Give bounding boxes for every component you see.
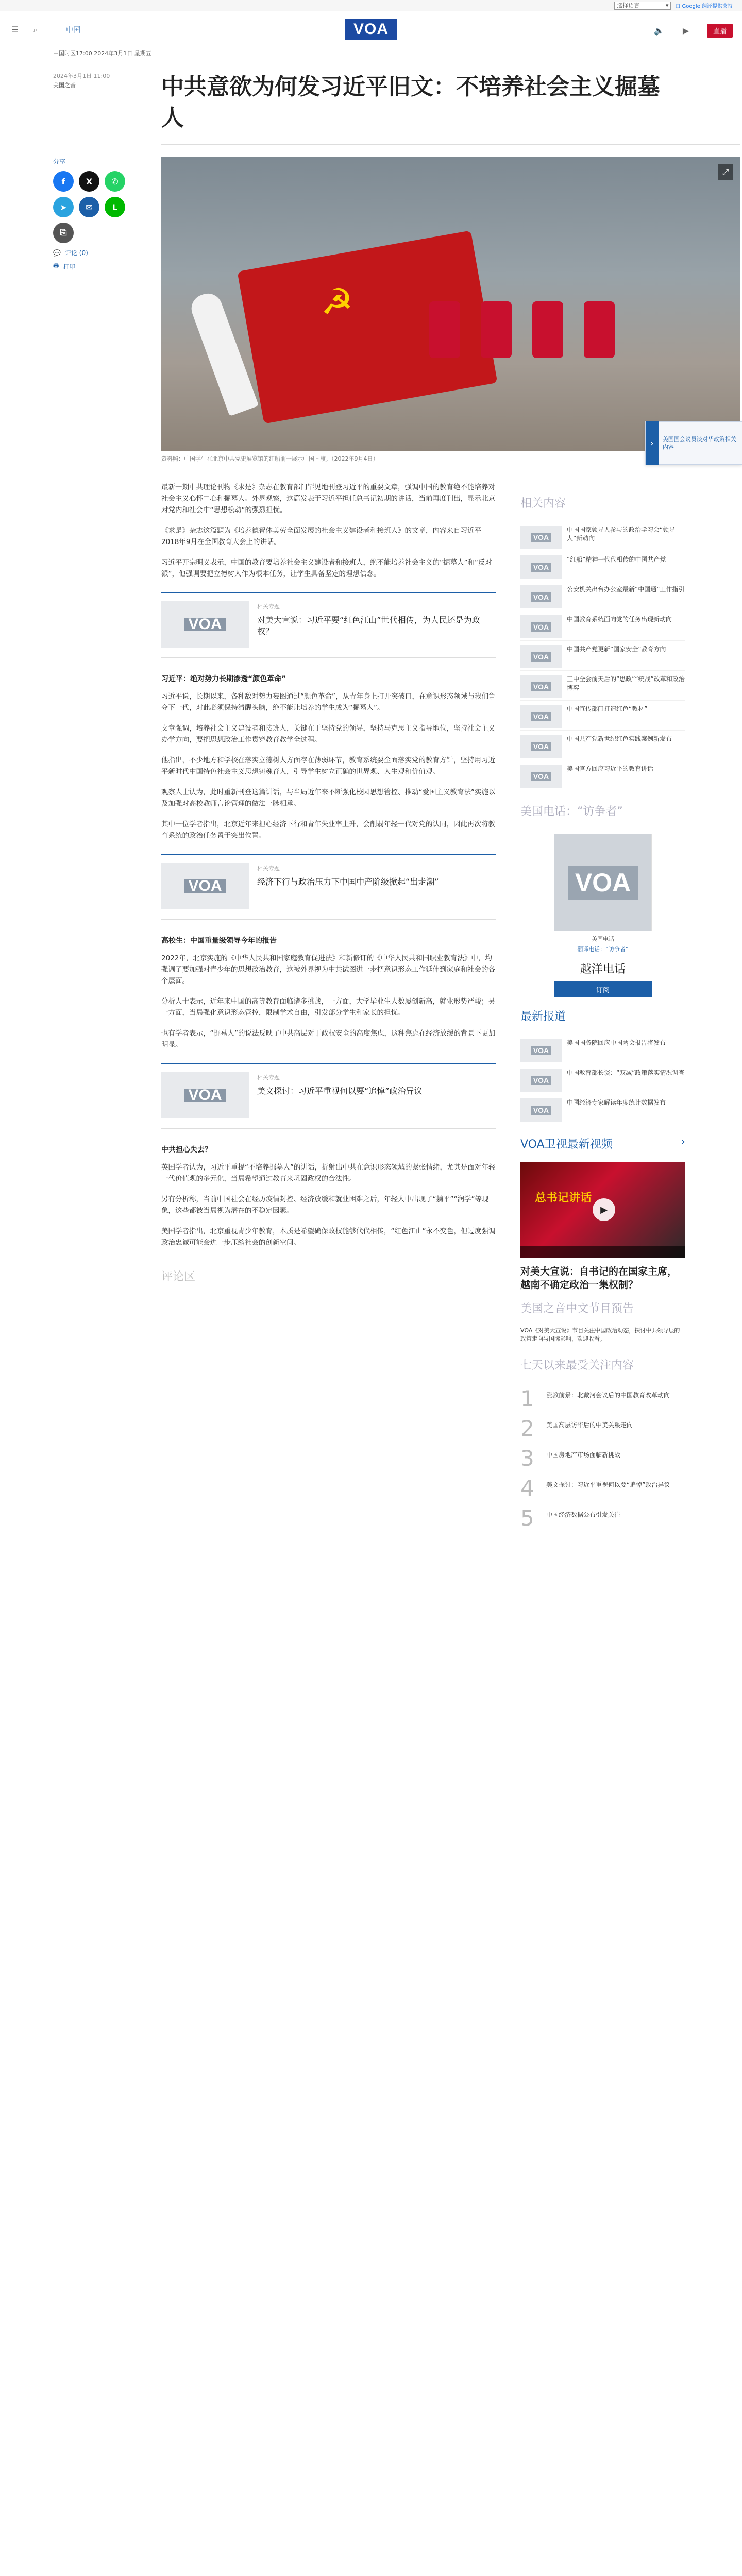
hotline-name: 越洋电话	[580, 963, 626, 976]
video-controls[interactable]	[520, 1246, 685, 1258]
rank-number: 2	[520, 1416, 534, 1441]
article-body	[161, 482, 496, 1283]
video-title[interactable]: 对美大宣说：自书记的在国家主席，越南不确定政治一集权制？	[520, 1266, 678, 1291]
hotline-thumbnail[interactable]	[554, 834, 652, 931]
voa-logo-icon: VOA	[531, 712, 551, 721]
voa-logo-icon: VOA	[531, 1046, 551, 1055]
chevron-down-icon: ▾	[665, 2, 669, 9]
sidebar-related-item[interactable]	[520, 521, 685, 551]
paragraph: 习近平说，长期以来，各种敌对势力妄图通过“颜色革命”，从青年身上打开突破口，在意识形态领域与我们争夺下一代，对此必须保持清醒头脑，绝不能让培养的学生成为“掘墓人”。	[161, 692, 496, 712]
sidebar-related-title: 中国宣传部门打造红色“教材”	[567, 705, 648, 713]
sidebar-related-title: “红船”精神一代代相传的中国共产党	[567, 556, 666, 563]
top-title: 美国高层访华后的中美关系走向	[546, 1421, 633, 1429]
rank-number: 5	[520, 1505, 534, 1531]
top-item[interactable]	[520, 1383, 685, 1413]
top-item[interactable]	[520, 1413, 685, 1443]
latest-item[interactable]	[520, 1094, 685, 1124]
subscribe-button[interactable]: 订阅	[554, 981, 652, 997]
hotline-sub[interactable]: 翻译电话：“访争者”	[577, 946, 629, 953]
sidebar-related-title: 中国共产党新世纪红色实践案例新发布	[567, 735, 672, 742]
voa-logo-icon: VOA	[184, 1089, 226, 1102]
paragraph: 最新一期中共理论刊物《求是》杂志在教育部门罕见地刊登习近平的重要文章，强调中国的教育绝不能培养对社会主义心怀二心和掘墓人。外界观察，这篇发表于习近平担任总书记初期的讲话，当前再度刊出，显示北京对党内和社会中“思想松动”的强烈担忧。	[161, 483, 495, 514]
voa-logo-icon: VOA	[531, 592, 551, 602]
related-title[interactable]: 对美大宣说：习近平要“红色江山”世代相传，为人民还是为政权？	[257, 615, 480, 636]
voa-logo-icon: VOA	[531, 533, 551, 542]
paragraph: 也有学者表示，“掘墓人”的说法反映了中共高层对于政权安全的高度焦虑，这种焦虑在经济放缓的背景下更加明显。	[161, 1029, 496, 1049]
meta-top: 中国时区17:00 2024年3月1日 星期五	[53, 50, 151, 57]
thumbnail	[520, 705, 562, 728]
related-label: 相关专题	[257, 865, 280, 872]
voa-logo-icon: VOA	[531, 622, 551, 632]
expand-icon[interactable]: ⤢	[718, 164, 733, 180]
language-select-label: 选择语言	[617, 2, 640, 9]
sidebar-related-item[interactable]	[520, 551, 685, 581]
thumbnail	[520, 1069, 562, 1092]
chevron-right-icon: ›	[681, 1136, 685, 1148]
video-icon[interactable]: ▶	[682, 26, 689, 36]
thumbnail	[520, 1098, 562, 1122]
thumbnail	[520, 555, 562, 579]
facebook-icon[interactable]: f	[53, 171, 74, 192]
line-icon[interactable]: L	[105, 197, 125, 217]
paragraph: 分析人士表示，近年来中国的高等教育面临诸多挑战，一方面，大学毕业生人数屡创新高，就业形势严峻；另一方面，当局强化意识形态管控，限制学术自由，引发部分学生和家长的担忧。	[161, 997, 495, 1017]
sidebar-related-item[interactable]	[520, 701, 685, 731]
sidebar-related-title: 美国官方回应习近平的教育讲话	[567, 765, 654, 772]
sidebar-related-item[interactable]	[520, 731, 685, 760]
sidebar-related-item[interactable]	[520, 581, 685, 611]
related-article-card[interactable]	[161, 592, 496, 658]
opinion-description: VOA《对美大宣说》节目关注中国政治动态，探讨中共领导层的政策走向与国际影响，欢迎收看。	[520, 1327, 680, 1342]
thumbnail	[520, 645, 562, 668]
paragraph: 另有分析称，当前中国社会在经历疫情封控、经济放缓和就业困难之后，年轻人中出现了“躺平”“润学”等现象，这些都被当局视为潜在的不稳定因素。	[161, 1195, 489, 1215]
opinion-heading: 美国之音中文节目预告	[520, 1300, 685, 1320]
article-date: 2024年3月1日 11:00	[53, 73, 110, 79]
section-heading: 高校生：中国重量级领导今年的报告	[161, 937, 277, 945]
voa-logo-icon: VOA	[531, 1076, 551, 1085]
voa-logo-icon: VOA	[184, 879, 226, 893]
region-link[interactable]: 中国	[66, 26, 80, 35]
sidebar-related-item[interactable]	[520, 611, 685, 641]
paragraph: 观察人士认为，此时重新刊登这篇讲话，与当局近年来不断强化校园思想管控、推动“爱国主义教育法”实施以及加强对高校教师言论管理的做法一脉相承。	[161, 788, 496, 808]
latest-title: 美国国务院回应中国两会报告将发布	[567, 1039, 666, 1046]
related-label: 相关专题	[257, 1074, 280, 1081]
related-title[interactable]: 经济下行与政治压力下中国中产阶级掀起“出走潮”	[257, 877, 439, 887]
paragraph: 《求是》杂志这篇题为《培养德智体美劳全面发展的社会主义建设者和接班人》的文章，内容来自习近平2018年9月在全国教育大会上的讲话。	[161, 527, 481, 546]
comments-link[interactable]	[53, 248, 136, 257]
article-meta	[53, 72, 156, 90]
paragraph: 英国学者认为，习近平重提“不培养掘墓人”的讲话，折射出中共在意识形态领域的紧张情绪，尤其是面对年轻一代价值观的多元化，当局希望通过教育来巩固政权的合法性。	[161, 1163, 496, 1183]
thumbnail	[520, 526, 562, 549]
related-heading: 相关内容	[520, 495, 685, 515]
sidebar-related-title: 中国国家领导人参与的政治学习会“领导人”新动向	[567, 526, 676, 542]
menu-icon[interactable]: ☰	[11, 25, 19, 35]
student-figure	[584, 301, 615, 358]
language-select[interactable]	[614, 2, 671, 10]
related-article-card[interactable]	[161, 1063, 496, 1129]
latest-title: 中国教育部长谈：“双减”政策落实情况调查	[567, 1069, 685, 1076]
voa-logo-icon: VOA	[568, 866, 638, 900]
latest-item[interactable]	[520, 1035, 685, 1064]
search-icon[interactable]: ⌕	[33, 24, 38, 35]
student-figure	[429, 301, 460, 358]
top-item[interactable]	[520, 1443, 685, 1473]
live-button[interactable]: 直播	[707, 24, 733, 38]
rank-number: 1	[520, 1386, 534, 1411]
floating-promo[interactable]	[645, 421, 742, 465]
voa-logo-icon: VOA	[531, 563, 551, 572]
voa-logo-icon: VOA	[531, 1106, 551, 1115]
title-divider	[161, 144, 740, 145]
paragraph: 他指出，不少地方和学校在落实立德树人方面存在薄弱环节，教育系统要全面落实党的教育方针，坚持用习近平新时代中国特色社会主义思想铸魂育人，引导学生树立正确的世界观、人生观和价值观。	[161, 756, 495, 776]
thumbnail	[520, 675, 562, 698]
comment-icon: 💬	[53, 249, 61, 257]
comments-section[interactable]: 评论区	[161, 1264, 496, 1283]
sidebar-related-item[interactable]	[520, 760, 685, 790]
thumbnail	[520, 585, 562, 608]
share-panel	[53, 157, 136, 272]
latest-heading: 最新报道	[520, 1008, 685, 1028]
translate-bar	[0, 0, 742, 11]
play-icon[interactable]: ▶	[593, 1198, 615, 1221]
share-label: 分享	[53, 158, 66, 165]
related-thumbnail	[161, 1072, 249, 1118]
whatsapp-icon[interactable]: ✆	[105, 171, 125, 192]
sidebar-related-title: 公安机关出台办公室最新“中国通”工作指引	[567, 586, 685, 593]
chevron-right-icon[interactable]: ›	[646, 421, 659, 465]
top-title: 涨教前景：北戴河会议后的中国教育改革动向	[546, 1392, 670, 1399]
site-header	[0, 11, 742, 48]
paragraph: 习近平开宗明义表示，中国的教育要培养社会主义建设者和接班人，绝不能培养社会主义的“掘墓人”和“反对派”，他强调要把立德树人作为根本任务，让学生具备坚定的理想信念。	[161, 558, 492, 578]
top-item[interactable]	[520, 1473, 685, 1503]
print-link-label: 打印	[63, 263, 76, 270]
hotline-block	[520, 834, 685, 997]
paragraph: 2022年，北京实施的《中华人民共和国家庭教育促进法》和新修订的《中华人民共和国职业教育法》中，均强调了要加强对青少年的思想政治教育，这被外界视为中共试图进一步把意识形态工作延伸到家庭和社会的各个层面。	[161, 954, 495, 985]
voa-logo-icon: VOA	[531, 652, 551, 662]
sidebar	[520, 495, 685, 1533]
sidebar-related-item[interactable]	[520, 671, 685, 701]
voa-logo-icon: VOA	[531, 742, 551, 751]
print-link[interactable]	[53, 261, 136, 272]
video-heading[interactable]	[520, 1136, 685, 1156]
top-title: 中国房地产市场面临新挑战	[546, 1451, 621, 1459]
student-figure	[532, 301, 563, 358]
related-thumbnail	[161, 601, 249, 648]
print-icon: 🖶	[53, 262, 59, 269]
voa-logo-icon: VOA	[531, 772, 551, 781]
top-heading: 七天以来最受关注内容	[520, 1357, 685, 1377]
x-twitter-icon[interactable]: X	[79, 171, 99, 192]
sidebar-related-title: 中国教育系统面向党的任务出现新动向	[567, 616, 672, 623]
related-article-card[interactable]	[161, 854, 496, 920]
related-label: 相关专题	[257, 603, 280, 610]
speaker-icon[interactable]: 🔈	[654, 26, 664, 36]
latest-item[interactable]	[520, 1064, 685, 1094]
hotline-heading: 美国电话：“访争者”	[520, 803, 685, 823]
thumbnail	[520, 735, 562, 758]
paragraph: 其中一位学者指出，北京近年来担心经济下行和青年失业率上升，会削弱年轻一代对党的认同，因此再次将教育系统的政治任务置于突出位置。	[161, 820, 495, 840]
thumbnail	[520, 615, 562, 638]
paragraph: 美国学者指出，北京重视青少年教育，本质是希望确保政权能够代代相传，“红色江山”永不变色，但过度强调政治忠诚可能会进一步压缩社会的创新空间。	[161, 1227, 496, 1247]
voa-logo[interactable]: VOA	[345, 19, 397, 40]
paragraph: 文章强调，培养社会主义建设者和接班人，关键在于坚持党的领导，坚持马克思主义指导地位，坚持社会主义办学方向，要把思想政治工作贯穿教育教学全过程。	[161, 724, 495, 744]
thumbnail	[520, 1039, 562, 1062]
video-player[interactable]	[520, 1162, 685, 1258]
rank-number: 4	[520, 1476, 534, 1501]
article-category[interactable]: 美国之音	[53, 82, 76, 89]
rank-number: 3	[520, 1446, 534, 1471]
section-heading: 习近平：绝对势力长期渗透“颜色革命”	[161, 675, 286, 683]
article-title: 中共意欲为何发习近平旧文：不培养社会主义掘墓人	[161, 74, 660, 131]
hammer-sickle-icon: ☭	[321, 281, 353, 323]
telegram-icon[interactable]: ➤	[53, 197, 74, 217]
video-heading-label: VOA卫视最新视频	[520, 1138, 613, 1151]
hotline-caption: 美国电话	[592, 936, 614, 942]
video-overlay-text: 总书记讲话	[535, 1192, 592, 1205]
email-icon[interactable]: ✉	[79, 197, 99, 217]
top-title: 美文探讨：习近平重视何以要“追悼”政治异议	[546, 1481, 670, 1488]
related-thumbnail	[161, 863, 249, 909]
student-figure	[481, 301, 512, 358]
powered-by: 由 Google 翻译提供支持	[675, 4, 733, 9]
latest-title: 中国经济专家解读年度统计数据发布	[567, 1099, 666, 1106]
hero-image[interactable]	[161, 157, 740, 451]
top-item[interactable]	[520, 1503, 685, 1533]
sidebar-related-item[interactable]	[520, 641, 685, 671]
sidebar-related-title: 中国共产党更新“国家安全”教育方向	[567, 646, 666, 653]
thumbnail	[520, 765, 562, 788]
related-title[interactable]: 美文探讨：习近平重视何以要“追悼”政治异议	[257, 1086, 423, 1096]
sidebar-related-title: 三中全会前天后的“思政”“统战”改革和政治博弈	[567, 675, 685, 691]
comments-link-label: 评论 (0)	[64, 249, 88, 257]
voa-logo-icon: VOA	[184, 618, 226, 631]
floating-promo-text: 美国国会议员谈对华政策相关内容	[662, 436, 736, 450]
copy-link-icon[interactable]: ⎘	[53, 223, 74, 243]
top-title: 中国经济数据公布引发关注	[546, 1511, 621, 1518]
hero-caption: 资料照：中国学生在北京中共党史展览馆的红船前一展示中国国旗。（2022年9月4日）	[161, 455, 379, 462]
voa-logo-icon: VOA	[531, 682, 551, 691]
section-heading: 中共担心失去？	[161, 1146, 212, 1154]
